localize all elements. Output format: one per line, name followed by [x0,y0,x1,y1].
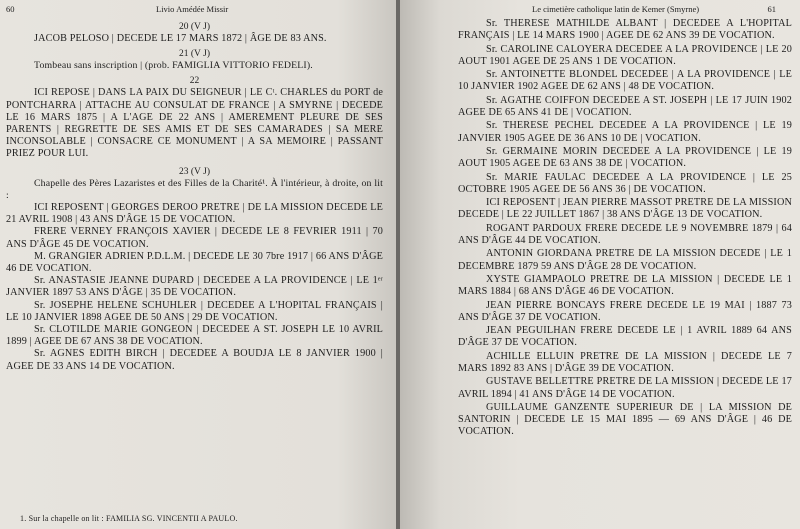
entry-text: ROGANT PARDOUX FRERE DECEDE LE 9 NOVEMBRE 1879 | 64 ANS D'ÂGE 44 DE VOCATION. [458,222,792,246]
entry-text: Sr. ANTOINETTE BLONDEL DECEDEE | A LA PROVIDENCE | LE 10 JANVIER 1902 AGEE DE 62 ANS | 48 DE VOCATION. [458,69,792,93]
right-running-title: Le cimetière catholique latin de Kemer (Smyrne) [532,4,700,14]
entry-text: Chapelle des Pères Lazaristes et des Filles de la Charité¹. À l'intérieur, à droite, on lit : [6,177,383,201]
entry-text: Sr. ANASTASIE JEANNE DUPARD | DECEDEE A LA PROVIDENCE | LE 1ᵉʳ JANVIER 1897 53 ANS D'ÂGE | 35 DE VOCATION. [6,275,383,299]
left-running-title: Livio Amédée Missir [156,4,229,14]
entry-text: GUILLAUME GANZENTE SUPERIEUR DE | LA MISSION DE SANTORIN | DECEDE LE 15 MAI 1895 — 69 ANS D'ÂGE | 46 DE VOCATION. [458,401,792,438]
footnote: 1. Sur la chapelle on lit : FAMILIA SG. VINCENTII A PAULO. [20,514,238,523]
entry-number: 21 (V J) [179,49,210,60]
entry-text: Sr. CAROLINE CALOYERA DECEDEE A LA PROVIDENCE | LE 20 AOUT 1901 AGEE DE 25 ANS 1 DE VOCATION. [458,43,792,67]
entry-text: JEAN PIERRE BONCAYS FRERE DECEDE LE 19 MAI | 1887 73 ANS D'ÂGE 37 DE VOCATION. [458,299,792,323]
entry-text: Sr. THERESE MATHILDE ALBANT | DECEDEE A L'HOPITAL FRANÇAIS | LE 14 MARS 1900 | AGEE DE 62 ANS 39 DE VOCATION. [458,18,792,42]
entry-text: M. GRANGIER ADRIEN P.D.L.M. | DECEDE LE 30 7bre 1917 | 66 ANS D'ÂGE 46 DE VOCATION. [6,250,383,275]
entry-text: ACHILLE ELLUIN PRETRE DE LA MISSION | DECEDE LE 7 MARS 1892 83 ANS | D'ÂGE 39 DE VOCATION. [458,350,792,374]
entry-text: JEAN PEGUILHAN FRERE DECEDE LE | 1 AVRIL 1889 64 ANS D'ÂGE 37 DE VOCATION. [458,325,792,349]
entry-number: 20 (V J) [179,22,210,32]
left-page-number: 60 [6,4,15,14]
entry-text: XYSTE GIAMPAOLO PRETRE DE LA MISSION | DECEDE LE 1 MARS 1884 | 68 ANS D'ÂGE 46 DE VOCATION. [458,273,792,298]
entry-text: Sr. JOSEPHE HELENE SCHUHLER | DECEDEE A L'HOPITAL FRANÇAIS | LE 10 JANVIER 1898 AGEE DE 50 ANS | 29 DE VOCATION. [6,299,383,323]
entry-text: ICI REPOSE | DANS LA PAIX DU SEIGNEUR | LE Cᵗ. CHARLES du PORT de PONTCHARRA | ATTACHE AU CONSULAT DE FRANCE | A SMYRNE | DECEDE LE 16 MARS 1875 | A L'AGE DE 22 ANS | AMEREMENT PLEURE DE SES PARENTS | REGRETTE DE SES AMIS ET DE SES CAMARADES | SA MERE INCONSOLABLE | CONSACRE CE MONUMENT | A SA MEMOIRE | PASSANT PRIEZ POUR LUI. [6,87,383,160]
entry-text: Tombeau sans inscription | (prob. FAMIGLIA VITTORIO FEDELI). [34,60,313,72]
right-page [400,0,800,529]
entry-text: JACOB PELOSO | DECEDE LE 17 MARS 1872 | ÂGE DE 83 ANS. [34,33,327,44]
entry-text: Sr. CLOTILDE MARIE GONGEON | DECEDEE A ST. JOSEPH LE 10 AVRIL 1899 | AGEE DE 67 ANS 38 DE VOCATION. [6,324,383,348]
entry-text: FRERE VERNEY FRANÇOIS XAVIER | DECEDE LE 8 FEVRIER 1911 | 70 ANS D'ÂGE 45 DE VOCATION. [6,226,383,250]
entry-text: ICI REPOSENT | GEORGES DEROO PRETRE | DE LA MISSION DECEDE LE 21 AVRIL 1908 | 43 ANS D'ÂGE 15 DE VOCATION. [6,202,383,226]
entry-text: Sr. GERMAINE MORIN DECEDEE A LA PROVIDENCE | LE 19 AOUT 1905 AGEE DE 63 ANS 38 DE | VOCATION. [458,145,792,170]
entry-text: GUSTAVE BELLETTRE PRETRE DE LA MISSION | DECEDE LE 17 AVRIL 1894 | 41 ANS D'ÂGE 14 DE VOCATION. [458,376,792,400]
entry-number: 22 [189,76,200,87]
entry-text: Sr. MARIE FAULAC DECEDEE A LA PROVIDENCE | LE 25 OCTOBRE 1905 AGEE DE 56 ANS 36 | DE VOCATION. [458,171,792,195]
entry-number: 23 (V J) [179,166,210,177]
entry-text: Sr. THERESE PECHEL DECEDEE A LA PROVIDENCE | LE 19 JANVIER 1905 AGEE DE 36 ANS 10 DE | VOCATION. [458,120,792,144]
left-page [0,0,397,529]
entry-text: Sr. AGATHE COIFFON DECEDEE A ST. JOSEPH | LE 17 JUIN 1902 AGEE DE 65 ANS 41 DE | VOCATION. [458,94,792,118]
left-running-head [6,4,383,18]
right-running-head [458,4,792,18]
entry-text: ANTONIN GIORDANA PRETRE DE LA MISSION DECEDE | LE 1 DECEMBRE 1879 59 ANS D'ÂGE 28 DE VOCATION. [458,248,792,272]
right-page-number: 61 [767,4,776,14]
entry-text: Sr. AGNES EDITH BIRCH | DECEDEE A BOUDJA LE 8 JANVIER 1900 | AGEE DE 33 ANS 14 DE VOCATION. [6,348,383,372]
entry-text: ICI REPOSENT | JEAN PIERRE MASSOT PRETRE DE LA MISSION DECEDE | LE 22 JUILLET 1867 | 38 ANS D'ÂGE 13 DE VOCATION. [458,197,792,221]
